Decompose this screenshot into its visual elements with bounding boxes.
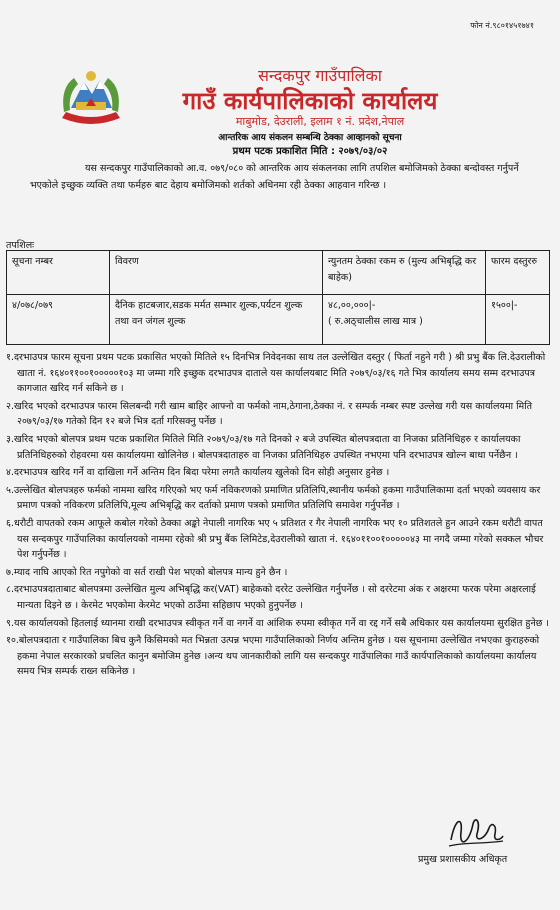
tender-table: [6, 250, 550, 345]
office-address: माबुमोड, देउराली, इलाम १ नं. प्रदेश,नेपाल: [235, 115, 405, 128]
term-clause: ८.दरभाउपत्रदाताबाट बोलपत्रमा उल्लेखित मुल्य अभिबृद्धि कर(VAT) बाहेकको दररेट उल्लेखित गर्नुपर्नेछ । सो दररेटमा अंक र अक्षरमा फरक परेमा अक्षरलाई मान्यता दिइने छ । केरमेट भएकोमा केरमेट भएको ठाउँमा सहिछाप भएको हुनुपर्नेछ ।: [6, 584, 536, 611]
term-clause: ६.धरौटी वापतको रकम आफूले कबोल गरेको ठेक्का अङ्को नेपाली नागरिक भए ५ प्रतिशत र गैर नेपाली नागरिक भए १० प्रतिशतले हुन आउने रकम धरौटी वापत यस सन्दकपुर गाउँपालिका कार्यालयको नाममा रहेको श्री प्रभु बैंक लिमिटेड,देउरालीको खाता नं. १६४०११००१०००००४३ मा नगदै जम्मा गरेको सक्कल भौचर पेश गर्नुपर्नेछ ।: [6, 517, 544, 561]
amount-figure: ४८,००,०००|-: [328, 300, 376, 311]
municipality-name: सन्दकपुर गाउँपालिका: [258, 66, 382, 85]
cell-amount: [323, 295, 486, 345]
term-clause: ४.दरभाउपत्र खरिद गर्ने वा दाखिला गर्ने अन्तिम दिन बिदा परेमा लगतै कार्यालय खुलेको दिन सोही अनुसार हुनेछ ।: [6, 467, 390, 479]
terms-list: [6, 350, 554, 682]
cell-form-fee: १५००|-: [486, 295, 550, 345]
cell-description: दैनिक हाटबजार,सडक मर्मत सम्भार शुल्क,पर्यटन शुल्क तथा वन जंगल शुल्क: [110, 295, 323, 345]
office-name: गाउँ कार्यपालिकाको कार्यालय: [182, 87, 438, 115]
term-clause: ३.खरिद भएको बोलपत्र प्रथम पटक प्रकाशित मितिले मिति २०७९/०३/१७ गते दिनको २ बजे उपस्थित बोलपत्रदाता वा निजका प्रतिनिधिहरु र कार्यालयका प्रतिनिधिहरुको रोहवरमा यस कार्यालयमा खोलिनेछ । बोलपत्रदाताहरु वा निजका प्रतिनिधिहरु उपस्थित नभएमा पनि दरभाउपत्र खोल्न बाधा पर्नेछैन ।: [6, 433, 521, 461]
header-form-fee: फारम दस्तुररु: [486, 251, 550, 295]
notice-title: आन्तरिक आय संकलन सम्बन्धि ठेक्का आव्हानको सूचना: [218, 133, 402, 143]
cell-notice-number: ४/०७८/०७९: [7, 295, 110, 345]
term-clause: ७.म्याद नाघि आएको रित नपुगेको वा सर्त राखी पेश भएको बोलपत्र मान्य हुने छैन ।: [6, 566, 288, 578]
header-minimum-amount: न्युनतम ठेक्का रकम रु (मुल्य अभिबृद्धि कर बाहेक): [323, 251, 486, 295]
term-clause: १०.बोलपत्रदाता र गाउँपालिका बिच कुनै किसिमको मत भिन्नता उत्पन्न भएमा गाउँपालिकाको निर्णय अन्तिम हुनेछ । यस सूचनामा उल्लेखित नभएका कुराहरुको हकमा नेपाल सरकारको प्रचलित कानुन बमोजिम हुनेछ ।अन्य थप जानकारीको लागि यस सन्दकपुर गाउँपालिका गाउँ कार्यपालिकाको कार्यालयमा कार्यालय समय भित्र सम्पर्क राख्न सकिनेछ ।: [6, 635, 540, 678]
table-row: [7, 295, 550, 345]
publish-date: प्रथम पटक प्रकाशित मिति : २०७९/०३/०२: [232, 146, 388, 157]
amount-in-words: ( रु.अठ्चालीस लाख मात्र ): [328, 316, 423, 327]
term-clause: ५.उल्लेखित बोलपत्रहरु फर्मको नाममा खरिद गरिएको भए फर्म नविकरणको प्रमाणित प्रतिलिपि,स्थानीय फर्मको हकमा गाउँपालिकामा दर्ता भएको व्यवसाय कर प्रमाण पत्रको नविकरण प्रतिलिपि,मूल्य अभिबृद्धि कर दर्ताको प्रमाण पत्रको प्रमाणित प्रतिलिपि समावेश गर्नुपर्नेछ ।: [6, 484, 541, 512]
signature-scribble: [445, 810, 505, 852]
term-clause: २.खरिद भएको दरभाउपत्र फारम सिलबन्दी गरी खाम बाहिर आफ्नो वा फर्मको नाम,ठेगाना,ठेक्का नं. र सम्पर्क नम्बर स्पष्ट उल्लेख गरी यस कार्यालयमा मिति २०७९/०३/१७ गतेको दिन १२ बजे भित्र दर्ता गरिसक्नु पर्नेछ ।: [6, 400, 533, 428]
header-notice-number: सूचना नम्बर: [7, 251, 110, 295]
intro-paragraph: यस सन्दकपुर गाउँपालिकाको आ.व. ०७९/०८० को आन्तरिक आय संकलनका लागि तपशिल बमोजिमको ठेक्का बन्दोवस्त गर्नुपर्ने भएकोले इच्छुक व्यक्ति तथा फर्महरु बाट देहाय बमोजिमको शर्तको अधिनमा रही ठेक्का आहवान गरिन्छ ।: [30, 163, 519, 191]
table-header-row: [7, 251, 550, 295]
header-description: विवरण: [110, 251, 323, 295]
term-clause: ९.यस कार्यालयको हितलाई ध्यानमा राखी दरभाउपत्र स्वीकृत गर्ने वा नगर्ने वा आंशिक रुपमा स्वीकृत गर्ने वा रद्द गर्ने सबै अधिकार यस कार्यालयमा सुरक्षित हुनेछ ।: [6, 617, 550, 629]
term-clause: १.दरभाउपत्र फारम सूचना प्रथम पटक प्रकासित भएको मितिले १५ दिनभित्र निवेदनका साथ तल उल्लेखित दस्तुर ( फिर्ता नहुने गरी ) श्री प्रभु बैंक लि.देउरालीको खाता नं. १६४०११००१०००००१०३ मा जम्मा गरि इच्छुक दरभाउपत्र दाताले यस कार्यालयबाट मिति २०७९/०३/१६ गते भित्र कार्यालय समय सम्म दरभाउपत्र कागजात खरिद गर्न सकिने छ ।: [6, 352, 546, 395]
signatory-designation: प्रमुख प्रशासकीय अधिकृत: [418, 854, 508, 865]
details-subheading: तपशिलः: [6, 240, 35, 251]
phone-number: फोन नं.९८०१४५१७४१: [470, 21, 534, 30]
